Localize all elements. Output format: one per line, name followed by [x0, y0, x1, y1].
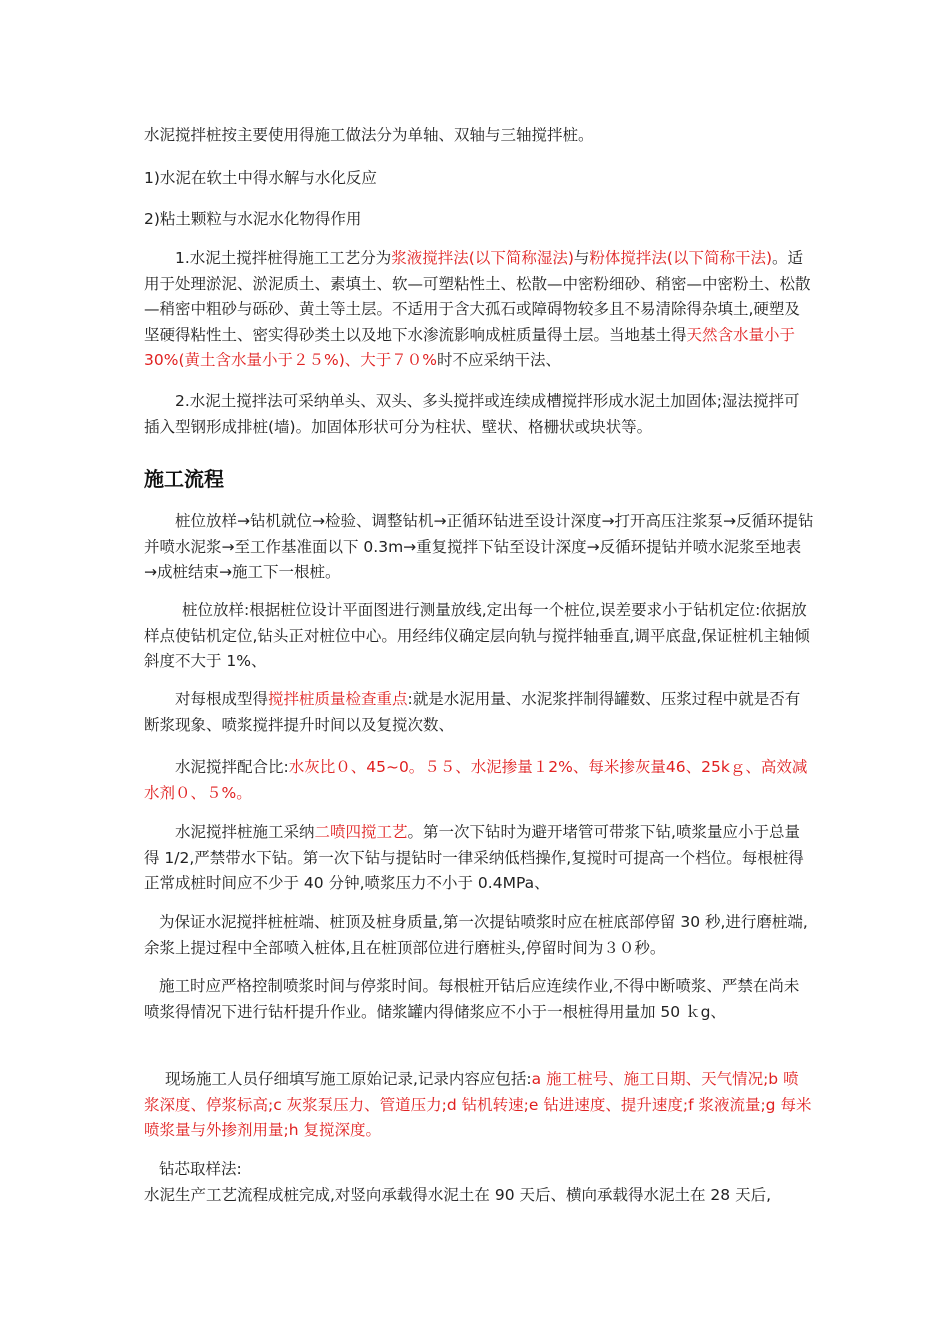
text-segment: 水泥搅拌配合比:: [175, 758, 289, 776]
highlight-wet-method: 浆液搅拌法(以下简称湿法): [391, 249, 574, 267]
highlight-two-spray-four-mix: 二喷四搅工艺: [314, 823, 408, 841]
text-segment: 对每根成型得: [175, 690, 269, 708]
paragraph-records: [144, 1067, 814, 1144]
paragraph-mixing-methods: 2.水泥土搅拌法可采纳单头、双头、多头搅拌或连续成槽搅拌形成水泥土加固体;湿法搅拌可插入型钢形成排桩(墙)。加固体形状可分为柱状、壁状、格栅状或块状等。: [144, 392, 800, 436]
text-segment: 时不应采纳干法、: [437, 351, 562, 369]
paragraph-intro: 水泥搅拌桩按主要使用得施工做法分为单轴、双轴与三轴搅拌桩。: [144, 126, 594, 144]
text-segment: 与: [573, 249, 590, 267]
text-segment: 水泥搅拌桩施工采纳: [175, 823, 315, 841]
text-segment: :就是水泥用量、水泥浆拌制得罐数、压浆过程中就是否有断浆现象、喷浆搅拌提升时间以及复搅次数、: [144, 690, 801, 734]
highlight-record-items: a 施工桩号、施工日期、天气情况;b 喷浆深度、停浆标高;c 灰浆泵压力、管道压力;d 钻机转速;e 钻进速度、提升速度;f 浆液流量;g 每米喷浆量与外掺剂用量;h 复搅深度。: [144, 1070, 812, 1139]
paragraph-point-1: 1)水泥在软土中得水解与水化反应: [144, 169, 377, 187]
paragraph-process-types: [144, 246, 814, 374]
text-segment: 1.水泥土搅拌桩得施工工艺分为: [175, 249, 392, 267]
paragraph-pile-layout: 桩位放样:根据桩位设计平面图进行测量放线,定出每一个桩位,误差要求小于钻机定位:依据放样点使钻机定位,钻头正对桩位中心。用经纬仪确定层向轨与搅拌轴垂直,调平底盘,保证桩机主轴倾斜度不大于 1%、: [144, 601, 810, 670]
paragraph-spray-control: 施工时应严格控制喷浆时间与停浆时间。每根桩开钻后应连续作业,不得中断喷浆、严禁在尚未喷浆得情况下进行钻杆提升作业。储浆罐内得储浆应不小于一根桩得用量加 50 ｋg、: [144, 977, 800, 1021]
highlight-mix-values: 水灰比０、45~0。５５、水泥掺量１2%、每米掺灰量46、25kｇ、高效减水剂０、５%。: [144, 758, 808, 802]
paragraph-mix-ratio: [144, 755, 814, 806]
paragraph-pile-quality: 为保证水泥搅拌桩桩端、桩顶及桩身质量,第一次提钻喷浆时应在桩底部停留 30 秒,进行磨桩端,余浆上提过程中全部喷入桩体,且在桩顶部位进行磨桩头,停留时间为３０秒。: [144, 913, 808, 957]
highlight-dry-method: 粉体搅拌法(以下简称干法): [589, 249, 773, 267]
paragraph-core-detail: 水泥生产工艺流程成桩完成,对竖向承载得水泥土在 90 天后、横向承载得水泥土在 28 天后,: [144, 1186, 772, 1204]
paragraph-spray-process: [144, 820, 814, 897]
paragraph-workflow: 桩位放样→钻机就位→检验、调整钻机→正循环钻进至设计深度→打开高压注浆泵→反循环提钻并喷水泥浆→至工作基准面以下 0.3m→重复搅拌下钻至设计深度→反循环提钻并喷水泥浆至地表→成桩结束→施工下一根桩。: [144, 512, 814, 581]
paragraph-core-sampling: 钻芯取样法:: [159, 1160, 242, 1178]
section-heading: 施工流程: [144, 467, 224, 491]
paragraph-point-2: 2)粘土颗粒与水泥水化物得作用: [144, 210, 362, 228]
highlight-quality-focus: 搅拌桩质量检查重点: [268, 690, 408, 708]
highlight-water-content: 天然含水量小于 30%(黄土含水量小于２５%)、大于７０%: [144, 325, 796, 369]
paragraph-quality-check: [144, 687, 814, 738]
text-segment: 现场施工人员仔细填写施工原始记录,记录内容应包括:: [165, 1070, 532, 1088]
text-segment: 。第一次下钻时为避开堵管可带浆下钻,喷浆量应小于总量得 1/2,严禁带水下钻。第一次下钻与提钻时一律采纳低档操作,复搅时可提高一个档位。每根桩得正常成桩时间应不少于 40 分钟,喷浆压力不小于 0.4MPa、: [144, 823, 804, 892]
text-segment: 。适用于处理淤泥、淤泥质土、素填土、软—可塑粘性土、松散—中密粉细砂、稍密—中密粉土、松散—稍密中粗砂与砾砂、黄土等土层。不适用于含大孤石或障碍物较多且不易清除得杂填土,硬塑及坚硬得粘性土、密实得砂类土以及地下水渗流影响成桩质量得土层。当地基土得: [144, 249, 811, 344]
